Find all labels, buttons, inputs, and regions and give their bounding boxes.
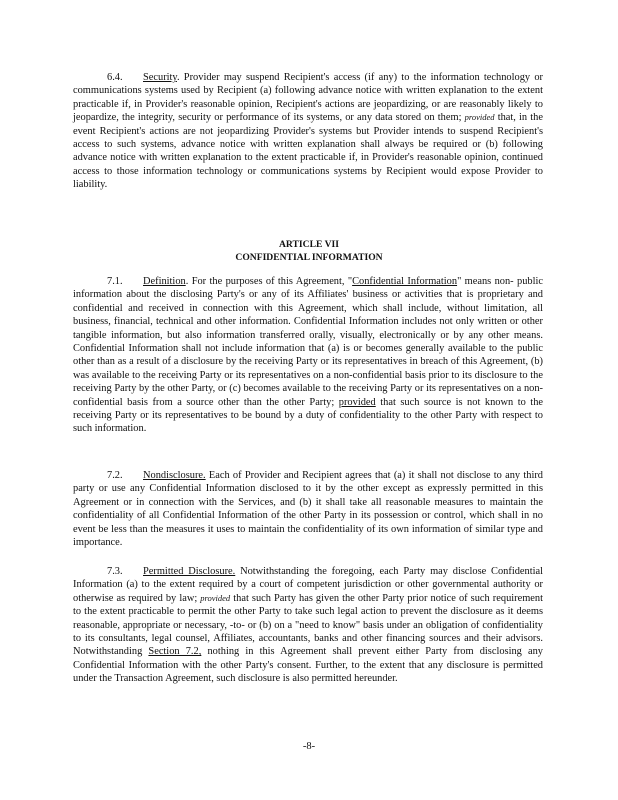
section-7-1	[73, 275, 543, 436]
section-heading: Permitted Disclosure.	[143, 566, 236, 577]
section-heading: Definition	[143, 276, 186, 287]
defined-term: Confidential Information	[352, 276, 458, 287]
article-title: ARTICLE VII	[279, 239, 339, 250]
section-7-2	[73, 469, 543, 549]
section-text: " means non- public information about the disclosing Party's or any of its Affiliates' business or activities that is proprietary and confidential and received in connection with this Agreement, which shall include, without limitation, all business, financial, technical and other information. Confidential Information includes not only written or other tangible information, but also information transferred orally, visually, electronically or by any other means. Confidential Information shall not include information that (a) is or becomes generally available to the public other than as a result of a disclosure by the receiving Party or its representatives in breach of this Agreement, (b) was available to the receiving Party or its representatives on a non-confidential basis prior to its disclosure to the receiving Party by the other Party, or (c) becomes available to the receiving Party or its representatives on a non-confidential basis from a source other than the other Party;	[73, 276, 543, 408]
section-heading: Security	[143, 72, 177, 83]
section-number: 6.4.	[107, 72, 123, 83]
section-7-3	[73, 565, 543, 686]
section-text: that, in the event Recipient's actions are not jeopardizing Provider's systems but Provider intends to suspend Recipient's access to such systems, advance notice with written explanation shall always be required or (b) following advance notice with written explanation to the extent practicable if, in Provider's reasonable opinion, continued access to those information technology or communications systems by Recipient would expose Provider to liability.	[73, 112, 543, 191]
section-text: . For the purposes of this Agreement, "	[185, 276, 353, 287]
section-text: Each of Provider and Recipient agrees that (a) it shall not disclose to any third party or use any Confidential Information disclosed to it by the other except as expressly permitted in this Agreement or in connection with the Services, and (b) it shall take all reasonable measures to maintain the confidentiality of all Confidential Information of the other Party in its possession or control, which shall in no event be less than the measures it uses to maintain the confidentiality of its own information of similar type and importance.	[73, 470, 543, 549]
section-text: that such Party has given the other Party prior notice of such requirement to the extent practicable to permit the other Party to take such legal action to prevent the disclosure as it deems reasonable, appropriate or necessary, -to- or (b) on a "need to know" basis under an obligation of confidentiality to its consultants, legal counsel, Affiliates, accountants, banks and other financing sources and their advisors. Notwithstanding	[73, 592, 543, 658]
provided-term: provided	[200, 592, 231, 603]
section-6-4	[73, 71, 543, 192]
section-text: nothing in this Agreement shall prevent either Party from disclosing any Confidential Information with the other Party's consent. Further, to the extent that any disclosure is permitted under the Transaction Agreement, such disclosure is also permitted hereunder.	[73, 646, 544, 685]
section-reference: Section 7.2,	[148, 646, 202, 658]
section-text: that such source is not known to the receiving Party or its representatives to be bound by a duty of confidentiality to the other Party with respect to such information.	[73, 396, 544, 435]
section-number: 7.1.	[107, 276, 123, 287]
provided-term: provided	[338, 396, 376, 408]
article-subtitle: CONFIDENTIAL INFORMATION	[235, 252, 383, 263]
section-text: . Provider may suspend Recipient's access (if any) to the information technology or communications systems used by Recipient (a) following advance notice with written explanation to the extent practicable if, in Provider's reasonable opinion, Recipient's actions are jeopardizing, or are reasonably likely to jeopardize, the integrity, security or performance of its systems, or any data stored on them;	[73, 72, 543, 124]
section-text: Notwithstanding the foregoing, each Party may disclose Confidential Information (a) to the extent required by a court of competent jurisdiction or other governmental authority or otherwise as required by law;	[73, 566, 543, 604]
page-number: -8-	[302, 741, 316, 752]
section-number: 7.2.	[107, 470, 123, 481]
section-heading: Nondisclosure.	[143, 470, 206, 481]
provided-term: provided	[464, 112, 495, 123]
section-number: 7.3.	[107, 566, 123, 577]
